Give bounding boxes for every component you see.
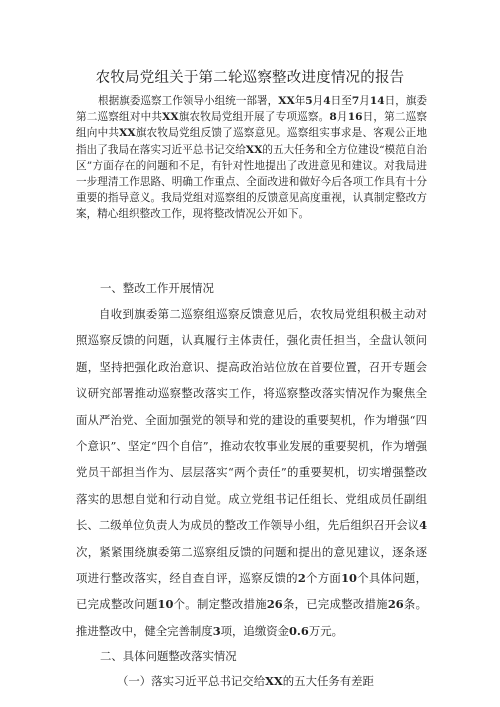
section-heading-1: 一、整改工作开展情况 xyxy=(100,281,214,295)
text-run: 条，已完成整改措施 xyxy=(282,597,388,612)
text-run: 年 xyxy=(294,95,306,107)
bold-run: 0.6 xyxy=(289,623,309,638)
bold-run: 3 xyxy=(212,623,221,638)
text-run: 月 xyxy=(359,95,370,107)
text-run: 个方面 xyxy=(305,571,342,586)
text-run: 万元。 xyxy=(308,623,344,638)
text-run: （一）落实习近平总书记交给 xyxy=(117,674,266,688)
bold-run: 8 xyxy=(329,111,337,124)
bold-run: 2 xyxy=(297,571,306,586)
bold-run: 7 xyxy=(351,95,360,107)
section-1-paragraph xyxy=(76,301,427,644)
text-run: 根据旗委巡察工作领导小组统一部署， xyxy=(98,95,279,107)
text-run: 月 xyxy=(336,111,348,124)
bold-run: XX xyxy=(119,127,136,140)
bold-run: XX xyxy=(162,111,179,124)
text-run: 项，追缴资金 xyxy=(220,623,289,638)
text-run: 日，第二巡察组向中共 xyxy=(76,111,428,140)
bold-run: 26 xyxy=(387,597,404,612)
text-run: 条。推进整改中，健全完善制度 xyxy=(76,597,427,638)
text-run: 的五大任务有差距 xyxy=(282,674,374,688)
section-heading-2: 二、具体问题整改落实情况 xyxy=(100,649,237,663)
bold-run: 4 xyxy=(419,518,427,533)
document-title: 农牧局党组关于第二轮巡察整改进度情况的报告 xyxy=(95,70,405,86)
bold-run: 4 xyxy=(323,95,331,107)
bold-run: 26 xyxy=(266,597,283,612)
bold-run: 10 xyxy=(341,571,357,586)
intro-paragraph xyxy=(76,93,427,223)
bold-run: 16 xyxy=(347,111,363,124)
text-run: 月 xyxy=(312,95,324,107)
bold-run: 5 xyxy=(305,95,313,107)
text-run: 旗农牧局党组反馈了巡察意见。巡察组实事求是、客观公正地指出了我局在落实习近平总书记交给 xyxy=(76,127,428,156)
text-run: 个。制定整改措施 xyxy=(173,597,267,612)
bold-run: XX xyxy=(245,143,263,156)
text-run: 的五大任务和全方位建设“模范自治区”方面存在的问题和不足，有针对性地提出了改进意见和建议。对我局进一步理清工作思路、明确工作重点、全面改进和做好今后各项工作具有十分重要的指导意义。我局党组对巡察组的反馈意见高度重视，认真制定整改方案，精心组织整改工作，现将整改情况公开如下。 xyxy=(76,143,427,221)
text-run: 日，旗委第二巡察组对中共 xyxy=(76,95,428,124)
text-run: 旗农牧局党组开展了专项巡察。 xyxy=(178,111,330,124)
text-run: 次，紧紧围绕旗委第二巡察组反馈的问题和提出的意见建议，逐条逐项进行整改落实，经自查自评，巡察反馈的 xyxy=(76,544,427,586)
text-run: 日至 xyxy=(330,95,352,107)
bold-run: XX xyxy=(278,95,295,107)
bold-run: 10 xyxy=(157,597,174,612)
subsection-heading-1 xyxy=(117,673,374,689)
text-run: 个具体问题，已完成整改问题 xyxy=(76,571,427,612)
bold-run: 14 xyxy=(369,95,385,107)
bold-run: XX xyxy=(265,674,283,688)
text-run: 自收到旗委第二巡察组巡察反馈意见后，农牧局党组积极主动对照巡察反馈的问题，认真履行主体责任，强化责任担当，全盘认领问题，坚持把强化政治意识、提高政治站位放在首要位置，召开专题会议研究部署推动巡察整改落实工作，将巡察整改落实情况作为聚焦全面从严治党、全面加强党的领导和党的建设的重要契机，作为增强“四个意识”、坚定“四个自信”，推动农牧事业发展的重要契机，作为增强党员干部担当作为、层层落实“两个责任”的重要契机，切实增强整改落实的思想自觉和行动自觉。成立党组书记任组长、党组成员任副组长、二级单位负责人为成员的整改工作领导小组，先后组织召开会议 xyxy=(76,307,427,533)
